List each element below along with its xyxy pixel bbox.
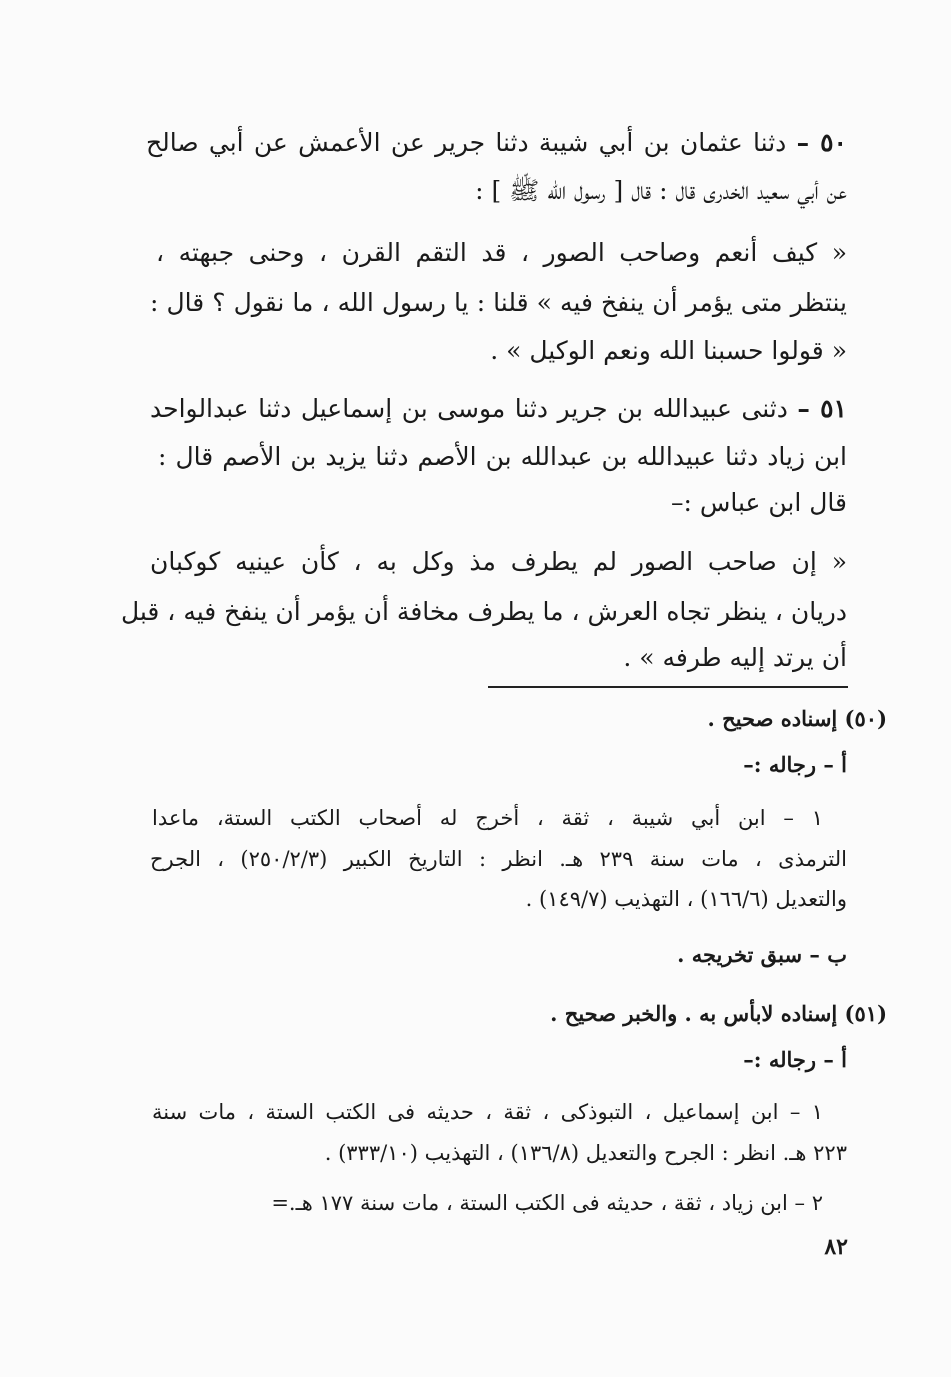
note-51-a2-line-1: ٢ – ابن زياد ، ثقة ، حديثه فى الكتب الستة ، مات سنة ١٧٧ هـ.= (271, 1191, 823, 1215)
hadith-51-matn-3: أن يرتد إليه طرفه » . (623, 643, 847, 672)
hadith-51-isnad-1: دثنى عبيدالله بن جرير دثنا موسى بن إسماعيل دثنا عبدالواحد (150, 394, 788, 423)
note-50-a1-line-3: والتعديل (١٦٦/٦) ، التهذيب (١٤٩/٧) . (525, 887, 847, 911)
note-50-a1-line-1: ١ – ابن أبي شيبة ، ثقة ، أخرج له أصحاب الكتب الستة، ماعدا (152, 806, 823, 830)
note-50-heading: (٥٠) إسناده صحيح . (707, 706, 887, 731)
note-50-section-b: ب – سبق تخريجه . (677, 942, 847, 967)
hadith-51-matn-1: « إن صاحب الصور لم يطرف مذ وكل به ، كأن عينيه كوكبان (150, 547, 847, 576)
hadith-51-line-3: قال ابن عباس :– (670, 488, 847, 517)
hadith-51-matn-2: دريان ، ينظر تجاه العرش ، ما يطرف مخافة أن يؤمر أن ينفخ فيه ، قبل (120, 597, 847, 626)
note-51-a1-line-2: ٢٢٣ هـ. انظر : الجرح والتعديل (١٣٦/٨) ، التهذيب (٣٣٣/١٠) . (324, 1141, 847, 1165)
note-51-heading: (٥١) إسناده لابأس به . والخبر صحيح . (550, 1001, 887, 1026)
hadith-50-isnad-1: دثنا عثمان بن أبي شيبة دثنا جرير عن الأعمش عن أبي صالح (146, 128, 787, 157)
note-50-section-a: أ – رجاله :– (743, 752, 847, 777)
hadith-50-matn-3: « قولوا حسبنا الله ونعم الوكيل » . (490, 336, 847, 365)
page-number: ٨٢ (824, 1234, 848, 1260)
hadith-51-number: ٥١ – (797, 394, 847, 423)
note-51-a1-line-1: ١ – ابن إسماعيل ، التبوذكى ، ثقة ، حديثه فى الكتب الستة ، مات سنة (152, 1100, 823, 1124)
hadith-50-line-1 (146, 126, 847, 160)
hadith-51-line-1 (150, 392, 847, 426)
hadith-50-matn-1: « كيف أنعم وصاحب الصور ، قد التقم القرن ، وحنى جبهته ، (156, 238, 847, 267)
hadith-50-line-2: عن أبي سعيد الخدرى قال : قال [ رسول الله ﷺ ] : (475, 176, 847, 205)
hadith-50-matn-2: ينتظر متى يؤمر أن ينفخ فيه » قلنا : يا رسول الله ، ما نقول ؟ قال : (150, 288, 847, 317)
hadith-50-number: ٥٠ – (796, 128, 847, 157)
hadith-51-line-2: ابن زياد دثنا عبيدالله بن عبدالله بن الأصم دثنا يزيد بن الأصم قال : (158, 442, 847, 471)
footnote-rule (488, 686, 848, 688)
note-50-a1-line-2: الترمذى ، مات سنة ٢٣٩ هـ. انظر : التاريخ الكبير (٢٥٠/٢/٣) ، الجرح (150, 847, 847, 871)
note-51-section-a: أ – رجاله :– (743, 1047, 847, 1072)
